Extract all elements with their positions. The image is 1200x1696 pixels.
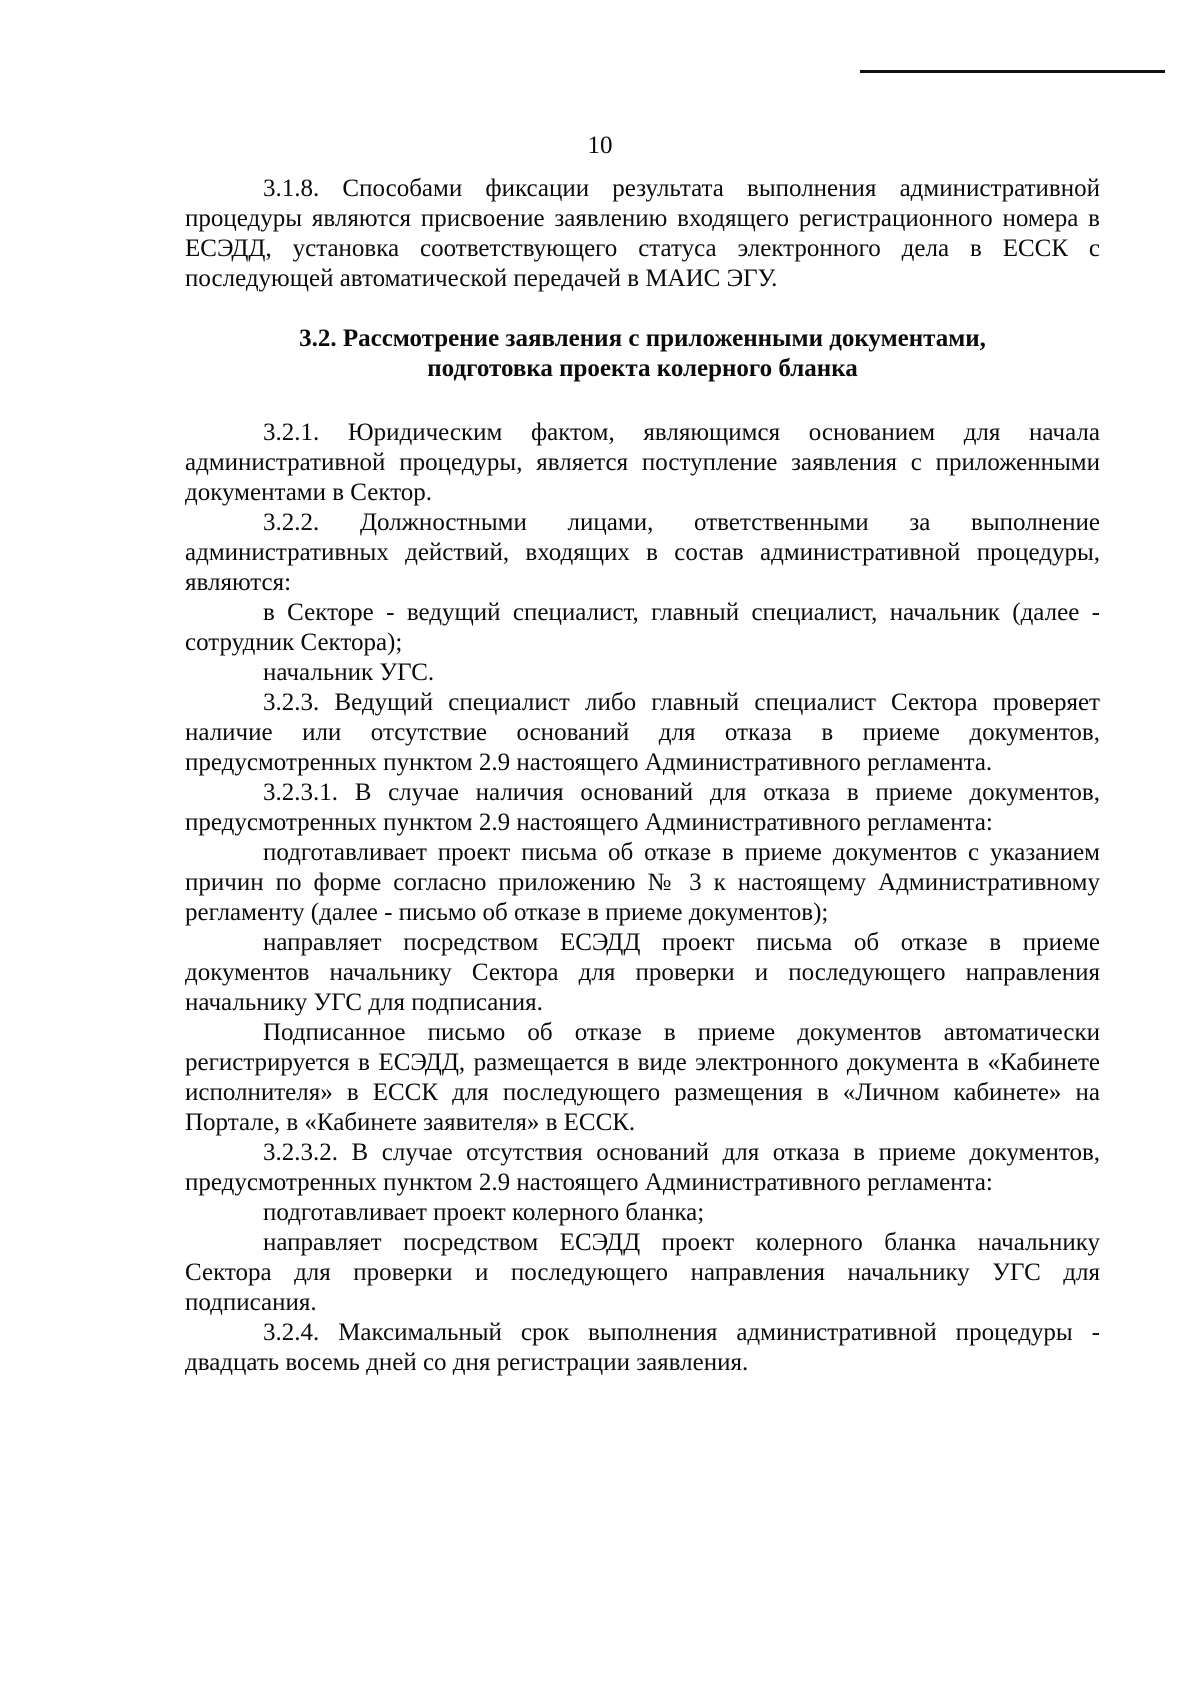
paragraph-signed-refusal: Подписанное письмо об отказе в приеме документов автоматически регистрируется в ЕСЭДД, размещается в виде электронного документа в «Кабинете исполнителя» в ЕССК для последующего размещения в «Личном кабинете» на Портале, в «Кабинете заявителя» в ЕССК.	[185, 1019, 1100, 1136]
paragraph-send-refusal: направляет посредством ЕСЭДД проект письма об отказе в приеме документов начальнику Сектора для проверки и последующего направления начальнику УГС для подписания.	[185, 929, 1100, 1016]
paragraph-prepare-form: подготавливает проект колерного бланка;	[263, 1199, 705, 1226]
paragraph-3-1-8: 3.1.8. Способами фиксации результата выполнения административной процедуры являются присвоение заявлению входящего регистрационного номера в ЕСЭДД, установка соответствующего статуса электронного дела в ЕССК с последующей автоматической передачей в МАИС ЭГУ.	[185, 175, 1100, 292]
section-heading-line-2: подготовка проекта колерного бланка	[427, 355, 858, 382]
paragraph-3-2-3: 3.2.3. Ведущий специалист либо главный специалист Сектора проверяет наличие или отсутствие оснований для отказа в приеме документов, предусмотренных пунктом 2.9 настоящего Административного регламента.	[185, 689, 1100, 776]
paragraph-ugs-head: начальник УГС.	[263, 659, 435, 686]
paragraph-3-2-2: 3.2.2. Должностными лицами, ответственными за выполнение административных действий, входящих в состав административной процедуры, являются:	[185, 509, 1100, 596]
document-body	[185, 174, 1100, 1378]
paragraph-sector-officials: в Секторе - ведущий специалист, главный специалист, начальник (далее - сотрудник Сектора);	[185, 599, 1100, 656]
paragraph-3-2-4: 3.2.4. Максимальный срок выполнения административной процедуры - двадцать восемь дней со дня регистрации заявления.	[185, 1319, 1100, 1376]
section-heading	[185, 324, 1100, 384]
paragraph-3-2-3-1: 3.2.3.1. В случае наличия оснований для отказа в приеме документов, предусмотренных пунктом 2.9 настоящего Административного регламента:	[185, 779, 1100, 836]
header-rule	[860, 70, 1165, 73]
paragraph-3-2-3-2: 3.2.3.2. В случае отсутствия оснований для отказа в приеме документов, предусмотренных пунктом 2.9 настоящего Административного регламента:	[185, 1139, 1100, 1196]
paragraph-3-2-1: 3.2.1. Юридическим фактом, являющимся основанием для начала административной процедуры, является поступление заявления с приложенными документами в Сектор.	[185, 419, 1100, 506]
section-heading-line-1: 3.2. Рассмотрение заявления с приложенными документами,	[299, 325, 986, 352]
paragraph-send-form: направляет посредством ЕСЭДД проект колерного бланка начальнику Сектора для проверки и последующего направления начальнику УГС для подписания.	[185, 1229, 1100, 1316]
page-number: 10	[587, 132, 613, 159]
paragraph-prepare-refusal: подготавливает проект письма об отказе в приеме документов с указанием причин по форме согласно приложению № 3 к настоящему Административному регламенту (далее - письмо об отказе в приеме документов);	[185, 839, 1100, 926]
